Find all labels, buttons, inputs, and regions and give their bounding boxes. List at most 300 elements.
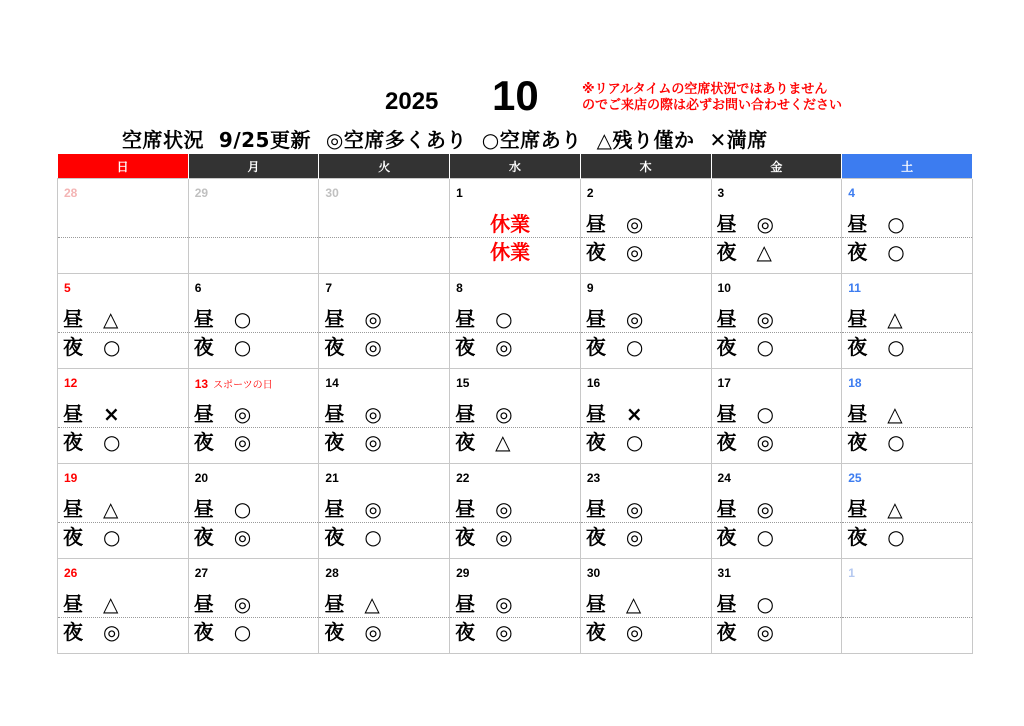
weekday-sunday: 日 xyxy=(58,154,189,179)
lunch-slot xyxy=(193,497,252,521)
lunch-availability-mark: ◎ xyxy=(625,497,644,521)
cell-divider xyxy=(319,332,449,333)
calendar-day-cell xyxy=(188,464,319,559)
cell-divider xyxy=(450,237,580,238)
lunch-availability-mark: ○ xyxy=(756,592,774,616)
lunch-label: 昼 xyxy=(63,307,83,331)
day-number xyxy=(848,566,855,580)
dinner-availability-mark: ○ xyxy=(364,525,382,549)
dinner-slot xyxy=(847,335,905,359)
calendar-day-cell xyxy=(842,464,973,559)
lunch-slot xyxy=(193,592,252,616)
dinner-availability-mark: ○ xyxy=(887,525,905,549)
closed-label: 休業 xyxy=(490,240,531,264)
lunch-availability-mark: ◎ xyxy=(233,592,252,616)
dinner-availability-mark: ◎ xyxy=(364,620,382,644)
day-number xyxy=(64,281,71,295)
day-number xyxy=(718,471,731,485)
day-number-text: 2 xyxy=(586,186,594,200)
dinner-slot xyxy=(585,240,644,264)
lunch-slot xyxy=(455,592,513,616)
dinner-label: 夜 xyxy=(455,335,476,359)
lunch-slot xyxy=(585,592,642,616)
lunch-availability-mark: △ xyxy=(625,592,642,616)
dinner-slot xyxy=(716,430,774,454)
lunch-availability-mark: △ xyxy=(103,307,119,331)
day-number-text: 26 xyxy=(64,566,78,580)
cell-divider xyxy=(712,617,842,618)
dinner-label: 夜 xyxy=(324,525,345,549)
dinner-label: 夜 xyxy=(585,620,606,644)
day-number xyxy=(587,471,600,485)
lunch-availability-mark: ◎ xyxy=(233,402,252,426)
lunch-availability-mark: ◎ xyxy=(364,307,382,331)
lunch-availability-mark: ◎ xyxy=(495,402,513,426)
cell-divider xyxy=(319,522,449,523)
dinner-label: 夜 xyxy=(716,240,737,264)
dinner-slot xyxy=(585,430,644,454)
lunch-label: 昼 xyxy=(585,497,606,521)
dinner-label: 夜 xyxy=(847,430,868,454)
dinner-label: 夜 xyxy=(847,335,868,359)
calendar-day-cell xyxy=(580,274,711,369)
lunch-slot xyxy=(716,497,774,521)
lunch-slot xyxy=(585,497,644,521)
dinner-availability-mark: ◎ xyxy=(233,430,252,454)
dinner-slot xyxy=(324,620,382,644)
lunch-availability-mark: △ xyxy=(103,592,119,616)
dinner-availability-mark: △ xyxy=(756,240,772,264)
day-number xyxy=(325,186,338,200)
dinner-slot xyxy=(847,240,905,264)
day-number-text: 31 xyxy=(717,566,731,580)
day-number-text: 22 xyxy=(456,471,470,485)
lunch-label: 昼 xyxy=(193,307,214,331)
lunch-slot xyxy=(847,212,905,236)
lunch-label: 昼 xyxy=(324,307,345,331)
dinner-slot xyxy=(324,430,382,454)
notice-line-1: ※リアルタイムの空席状況ではありません xyxy=(582,82,828,97)
dinner-availability-mark: ◎ xyxy=(756,430,774,454)
dinner-availability-mark: ◎ xyxy=(756,620,774,644)
dinner-slot xyxy=(193,430,252,454)
dinner-slot xyxy=(324,335,382,359)
dinner-label: 夜 xyxy=(585,430,606,454)
day-number-text: 30 xyxy=(586,566,601,580)
day-number-text: 28 xyxy=(64,186,78,200)
dinner-label: 夜 xyxy=(716,620,737,644)
closed-label: 休業 xyxy=(490,212,531,236)
dinner-slot xyxy=(455,430,511,454)
day-number xyxy=(325,566,338,580)
calendar-day-cell xyxy=(319,464,450,559)
day-number xyxy=(587,566,600,580)
lunch-label: 昼 xyxy=(847,497,868,521)
dinner-availability-mark: ◎ xyxy=(364,430,382,454)
day-number xyxy=(325,376,338,390)
day-number xyxy=(587,186,594,200)
lunch-label: 昼 xyxy=(716,402,737,426)
dinner-availability-mark: ○ xyxy=(756,335,774,359)
day-number-text: 8 xyxy=(456,281,463,295)
lunch-availability-mark: ◎ xyxy=(625,212,644,236)
calendar-day-cell xyxy=(319,369,450,464)
calendar-day-cell xyxy=(711,369,842,464)
dinner-label: 夜 xyxy=(193,525,214,549)
cell-divider xyxy=(450,427,580,428)
day-number xyxy=(848,281,861,295)
cell-divider xyxy=(581,427,711,428)
lunch-label: 昼 xyxy=(455,307,476,331)
lunch-slot xyxy=(63,497,119,521)
lunch-slot xyxy=(585,212,644,236)
day-number xyxy=(64,186,77,200)
day-number-text: 1 xyxy=(456,186,463,200)
calendar-day-cell xyxy=(450,464,581,559)
calendar-day-cell xyxy=(842,274,973,369)
lunch-label: 昼 xyxy=(455,497,476,521)
dinner-slot xyxy=(716,335,774,359)
dinner-label: 夜 xyxy=(193,620,214,644)
dinner-availability-mark: ○ xyxy=(887,240,905,264)
cell-divider xyxy=(712,522,842,523)
dinner-label: 夜 xyxy=(716,335,737,359)
dinner-slot xyxy=(716,620,774,644)
availability-legend: 空席状況 9/25更新 ◎空席多くあり ○空席あり △残り僅か ✕満席 xyxy=(122,128,768,152)
dinner-label: 夜 xyxy=(585,240,606,264)
cell-divider xyxy=(450,332,580,333)
calendar-day-cell xyxy=(711,274,842,369)
notice-line-2: のでご来店の際は必ずお問い合わせください xyxy=(582,98,843,113)
dinner-label: 夜 xyxy=(63,335,83,359)
cell-divider xyxy=(842,522,972,523)
day-number-text: 7 xyxy=(325,281,333,295)
dinner-label: 夜 xyxy=(455,620,476,644)
dinner-slot xyxy=(455,525,513,549)
lunch-label: 昼 xyxy=(324,497,345,521)
dinner-slot xyxy=(716,240,772,264)
cell-divider xyxy=(581,522,711,523)
day-number xyxy=(195,281,202,295)
calendar-day-cell xyxy=(842,179,973,274)
day-number-text: 14 xyxy=(325,376,339,390)
calendar-day-cell xyxy=(450,274,581,369)
lunch-availability-mark: △ xyxy=(887,497,903,521)
lunch-slot xyxy=(847,402,903,426)
lunch-label: 昼 xyxy=(63,592,83,616)
lunch-label: 昼 xyxy=(716,497,737,521)
dinner-label: 夜 xyxy=(63,430,83,454)
lunch-label: 昼 xyxy=(585,402,606,426)
lunch-slot xyxy=(716,212,774,236)
dinner-availability-mark: ○ xyxy=(233,335,252,359)
cell-divider xyxy=(319,617,449,618)
dinner-label: 夜 xyxy=(193,335,214,359)
cell-divider xyxy=(58,332,188,333)
dinner-availability-mark: ◎ xyxy=(625,620,644,644)
dinner-slot xyxy=(455,335,513,359)
calendar-day-cell xyxy=(319,179,450,274)
lunch-availability-mark: × xyxy=(625,402,643,426)
lunch-availability-mark: × xyxy=(103,402,120,426)
cell-divider xyxy=(581,332,711,333)
dinner-availability-mark: ○ xyxy=(887,430,905,454)
lunch-availability-mark: ◎ xyxy=(364,402,382,426)
lunch-label: 昼 xyxy=(193,497,214,521)
cell-divider xyxy=(189,237,319,238)
dinner-label: 夜 xyxy=(324,335,345,359)
calendar-day-cell xyxy=(711,179,842,274)
day-number-text: 28 xyxy=(325,566,339,580)
lunch-slot xyxy=(324,307,382,331)
calendar-day-cell xyxy=(711,464,842,559)
day-number xyxy=(195,376,273,391)
lunch-availability-mark: ◎ xyxy=(756,307,774,331)
lunch-availability-mark: ○ xyxy=(233,307,252,331)
calendar-day-cell xyxy=(58,559,189,654)
dinner-availability-mark: ○ xyxy=(625,430,644,454)
day-number-text: 25 xyxy=(848,471,862,485)
cell-divider xyxy=(842,427,972,428)
lunch-label: 昼 xyxy=(847,212,868,236)
calendar-day-cell xyxy=(188,559,319,654)
cell-divider xyxy=(58,617,188,618)
cell-divider xyxy=(189,522,319,523)
day-number-text: 20 xyxy=(194,471,209,485)
dinner-label: 夜 xyxy=(847,240,868,264)
day-number-text: 1 xyxy=(848,566,855,580)
day-number xyxy=(848,186,855,200)
dinner-slot xyxy=(63,335,121,359)
dinner-availability-mark: ○ xyxy=(103,335,121,359)
calendar-week-row xyxy=(58,274,973,369)
lunch-availability-mark: △ xyxy=(364,592,380,616)
calendar-day-cell xyxy=(450,179,581,274)
calendar-day-cell xyxy=(319,274,450,369)
dinner-label: 夜 xyxy=(63,620,83,644)
holiday-label: スポーツの日 xyxy=(213,380,273,391)
lunch-availability-mark: △ xyxy=(103,497,119,521)
dinner-availability-mark: ◎ xyxy=(495,335,513,359)
day-number xyxy=(64,566,77,580)
day-number xyxy=(718,186,725,200)
day-number-text: 16 xyxy=(586,376,601,390)
calendar-body xyxy=(58,179,973,654)
lunch-availability-mark: △ xyxy=(887,307,903,331)
dinner-label: 夜 xyxy=(455,430,476,454)
cell-divider xyxy=(842,332,972,333)
lunch-label: 昼 xyxy=(193,402,214,426)
lunch-label: 昼 xyxy=(716,307,737,331)
day-number-text: 5 xyxy=(64,281,71,295)
calendar-day-cell xyxy=(580,464,711,559)
lunch-slot xyxy=(847,307,903,331)
day-number xyxy=(325,281,332,295)
cell-divider xyxy=(842,617,972,618)
dinner-label: 夜 xyxy=(324,620,345,644)
calendar-year: 2025 xyxy=(385,88,439,115)
lunch-availability-mark: ○ xyxy=(233,497,252,521)
dinner-slot xyxy=(847,525,905,549)
cell-divider xyxy=(712,237,842,238)
weekday-friday: 金 xyxy=(711,154,842,179)
calendar-day-cell xyxy=(711,559,842,654)
cell-divider xyxy=(319,237,449,238)
cell-divider xyxy=(189,427,319,428)
day-number xyxy=(587,376,600,390)
realtime-notice xyxy=(582,82,842,114)
dinner-slot xyxy=(193,335,252,359)
lunch-label: 昼 xyxy=(324,402,345,426)
dinner-slot xyxy=(324,525,382,549)
dinner-label: 夜 xyxy=(455,525,476,549)
dinner-label: 夜 xyxy=(63,525,83,549)
weekday-header-row xyxy=(58,154,973,179)
calendar-day-cell xyxy=(580,369,711,464)
calendar-week-row xyxy=(58,464,973,559)
lunch-availability-mark: ◎ xyxy=(495,497,513,521)
calendar-day-cell xyxy=(58,274,189,369)
lunch-slot xyxy=(847,497,903,521)
day-number-text: 18 xyxy=(848,376,862,390)
dinner-slot xyxy=(63,430,121,454)
day-number xyxy=(195,471,208,485)
cell-divider xyxy=(189,617,319,618)
cell-divider xyxy=(58,237,188,238)
day-number-text: 11 xyxy=(848,281,861,295)
weekday-tuesday: 火 xyxy=(319,154,450,179)
lunch-availability-mark: ○ xyxy=(495,307,513,331)
day-number-text: 19 xyxy=(64,471,78,485)
day-number-text: 13 xyxy=(194,377,209,391)
dinner-slot xyxy=(193,620,252,644)
lunch-availability-mark: △ xyxy=(887,402,903,426)
day-number-text: 12 xyxy=(64,376,78,390)
day-number-text: 30 xyxy=(325,186,339,200)
day-number xyxy=(456,471,469,485)
day-number xyxy=(718,376,731,390)
day-number xyxy=(456,376,469,390)
calendar-day-cell xyxy=(450,369,581,464)
cell-divider xyxy=(58,522,188,523)
day-number xyxy=(456,281,463,295)
dinner-availability-mark: ○ xyxy=(233,620,252,644)
day-number xyxy=(718,281,731,295)
calendar-week-row xyxy=(58,179,973,274)
calendar-day-cell xyxy=(188,179,319,274)
calendar-day-cell xyxy=(580,179,711,274)
dinner-availability-mark: ○ xyxy=(625,335,644,359)
calendar-week-row xyxy=(58,369,973,464)
calendar-day-cell xyxy=(58,464,189,559)
dinner-availability-mark: ○ xyxy=(756,525,774,549)
weekday-thursday: 木 xyxy=(580,154,711,179)
cell-divider xyxy=(450,617,580,618)
day-number xyxy=(848,471,861,485)
calendar-day-cell xyxy=(188,274,319,369)
day-number xyxy=(848,376,861,390)
calendar-day-cell xyxy=(58,179,189,274)
calendar-day-cell xyxy=(580,559,711,654)
day-number-text: 4 xyxy=(848,186,855,200)
dinner-label: 夜 xyxy=(193,430,214,454)
lunch-slot xyxy=(455,307,513,331)
day-number-text: 23 xyxy=(586,471,601,485)
dinner-slot xyxy=(63,620,121,644)
cell-divider xyxy=(712,332,842,333)
cell-divider xyxy=(581,237,711,238)
calendar-day-cell xyxy=(842,559,973,654)
dinner-availability-mark: ◎ xyxy=(364,335,382,359)
lunch-slot xyxy=(324,592,380,616)
lunch-label: 昼 xyxy=(716,592,737,616)
lunch-availability-mark: ◎ xyxy=(756,497,774,521)
lunch-availability-mark: ○ xyxy=(756,402,774,426)
lunch-label: 昼 xyxy=(716,212,737,236)
lunch-label: 昼 xyxy=(455,592,476,616)
dinner-label: 夜 xyxy=(324,430,345,454)
dinner-slot xyxy=(716,525,774,549)
dinner-label: 夜 xyxy=(585,335,606,359)
dinner-availability-mark: ◎ xyxy=(495,525,513,549)
day-number-text: 10 xyxy=(717,281,731,295)
dinner-availability-mark: ◎ xyxy=(233,525,252,549)
day-number-text: 9 xyxy=(586,281,594,295)
day-number xyxy=(456,186,463,200)
day-number xyxy=(325,471,338,485)
day-number-text: 17 xyxy=(717,376,731,390)
day-number xyxy=(195,566,208,580)
dinner-slot xyxy=(585,525,644,549)
day-number-text: 21 xyxy=(325,471,339,485)
cell-divider xyxy=(319,427,449,428)
lunch-availability-mark: ◎ xyxy=(625,307,644,331)
dinner-availability-mark: ○ xyxy=(103,525,121,549)
dinner-slot xyxy=(847,430,905,454)
lunch-slot xyxy=(324,497,382,521)
calendar-day-cell xyxy=(188,369,319,464)
dinner-availability-mark: ○ xyxy=(887,335,905,359)
lunch-slot xyxy=(455,497,513,521)
dinner-availability-mark: ◎ xyxy=(625,525,644,549)
calendar-day-cell xyxy=(842,369,973,464)
dinner-slot xyxy=(193,525,252,549)
lunch-slot xyxy=(585,402,643,426)
cell-divider xyxy=(842,237,972,238)
lunch-slot xyxy=(716,592,774,616)
cell-divider xyxy=(712,427,842,428)
lunch-slot xyxy=(193,307,252,331)
lunch-label: 昼 xyxy=(585,592,606,616)
dinner-label: 夜 xyxy=(847,525,868,549)
lunch-slot xyxy=(455,402,513,426)
day-number-text: 27 xyxy=(194,566,209,580)
weekday-monday: 月 xyxy=(188,154,319,179)
lunch-label: 昼 xyxy=(63,497,83,521)
lunch-label: 昼 xyxy=(585,212,606,236)
calendar-day-cell xyxy=(58,369,189,464)
day-number-text: 3 xyxy=(717,186,725,200)
lunch-slot xyxy=(716,307,774,331)
cell-divider xyxy=(58,427,188,428)
lunch-availability-mark: ◎ xyxy=(364,497,382,521)
cell-divider xyxy=(450,522,580,523)
weekday-wednesday: 水 xyxy=(450,154,581,179)
dinner-availability-mark: ◎ xyxy=(625,240,644,264)
lunch-slot xyxy=(63,307,119,331)
day-number xyxy=(456,566,469,580)
lunch-availability-mark: ◎ xyxy=(495,592,513,616)
